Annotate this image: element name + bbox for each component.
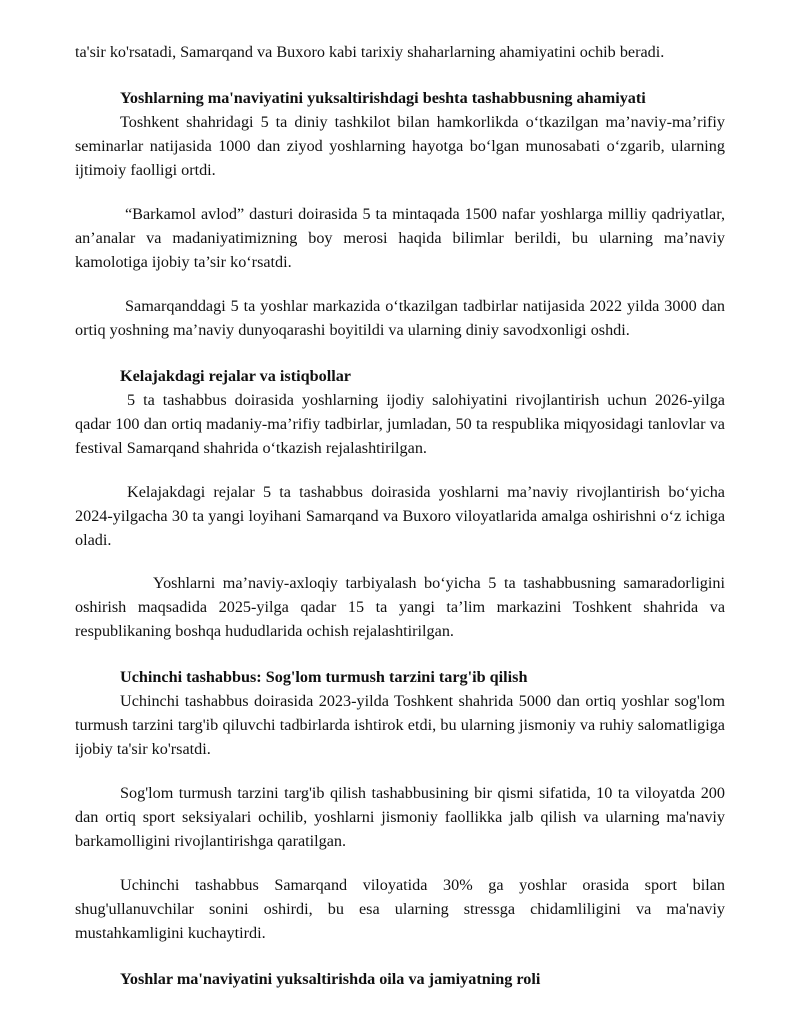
paragraph-barkamol-avlod: “Barkamol avlod” dasturi doirasida 5 ta mintaqada 1500 nafar yoshlarga milliy qadriyatlar, an’analar va madaniyatimizning boy merosi haqida bilimlar berildi, bu ularning ma’naviy kamolotiga ijobiy ta’sir ko‘rsatdi. — [75, 205, 725, 271]
paragraph-tashkent-seminars: Toshkent shahridagi 5 ta diniy tashkilot bilan hamkorlikda o‘tkazilgan ma’naviy-ma’rifiy seminarlar natijasida 1000 dan ziyod yoshlarning hayotga bo‘lgan munosabati o‘zgarib, ularning ijtimoiy faolligi ortdi. — [75, 113, 725, 179]
paragraph-sport-sections: Sog'lom turmush tarzini targ'ib qilish tashabbusining bir qismi sifatida, 10 ta viloyatda 200 dan ortiq sport seksiyalari ochilib, yoshlarni jismoniy faollikka jalb qilish va ularning ma'naviy barkamolligini rivojlantirishga qaratilgan. — [75, 784, 725, 850]
document-page — [75, 40, 725, 991]
section-heading-third-initiative: Uchinchi tashabbus: Sog'lom turmush tarzini targ'ib qilish — [120, 668, 528, 686]
paragraph-education-centers: Yoshlarni ma’naviy-axloqiy tarbiyalash bo‘yicha 5 ta tashabbusning samaradorligini oshirish maqsadida 2025-yilga qadar 15 ta yangi ta’lim markazini Toshkent shahrida va respublikaning boshqa hududlarida ochish rejalashtirilgan. — [75, 574, 725, 640]
paragraph-samarkand-youth-centers: Samarqanddagi 5 ta yoshlar markazida o‘tkazilgan tadbirlar natijasida 2022 yilda 3000 dan ortiq yoshning ma’naviy dunyoqarashi boyitildi va ularning diniy savodxonligi oshdi. — [75, 297, 725, 339]
paragraph-creative-potential: 5 ta tashabbus doirasida yoshlarning ijodiy salohiyatini rivojlantirish uchun 2026-yilga qadar 100 dan ortiq madaniy-ma’rifiy tadbirlar, jumladan, 50 ta respublika miqyosidagi tanlovlar va festival Samarqand shahrida o‘tkazish rejalashtirilgan. — [75, 391, 725, 457]
section-heading-future-plans: Kelajakdagi rejalar va istiqbollar — [120, 367, 351, 385]
paragraph-samarkand-sport-growth: Uchinchi tashabbus Samarqand viloyatida 30% ga yoshlar orasida sport bilan shug'ullanuvchilar sonini oshirdi, bu esa ularning stressga chidamliligini va ma'naviy mustahkamligini kuchaytirdi. — [75, 876, 725, 942]
section-heading-five-initiatives: Yoshlarning ma'naviyatini yuksaltirishdagi beshta tashabbusning ahamiyati — [120, 89, 646, 107]
section-heading-family-society-role: Yoshlar ma'naviyatini yuksaltirishda oila va jamiyatning roli — [120, 970, 541, 988]
paragraph-healthy-lifestyle-events: Uchinchi tashabbus doirasida 2023-yilda Toshkent shahrida 5000 dan ortiq yoshlar sog'lom turmush tarzini targ'ib qiluvchi tadbirlarda ishtirok etdi, bu ularning jismoniy va ruhiy salomatligiga ijobiy ta'sir ko'rsatdi. — [75, 692, 725, 758]
paragraph-intro-continuation: ta'sir ko'rsatadi, Samarqand va Buxoro kabi tarixiy shaharlarning ahamiyatini ochib beradi. — [75, 43, 665, 61]
paragraph-future-projects: Kelajakdagi rejalar 5 ta tashabbus doirasida yoshlarni ma’naviy rivojlantirish bo‘yicha 2024-yilgacha 30 ta yangi loyihani Samarqand va Buxoro viloyatlarida amalga oshirishni o‘z ichiga oladi. — [75, 483, 725, 549]
